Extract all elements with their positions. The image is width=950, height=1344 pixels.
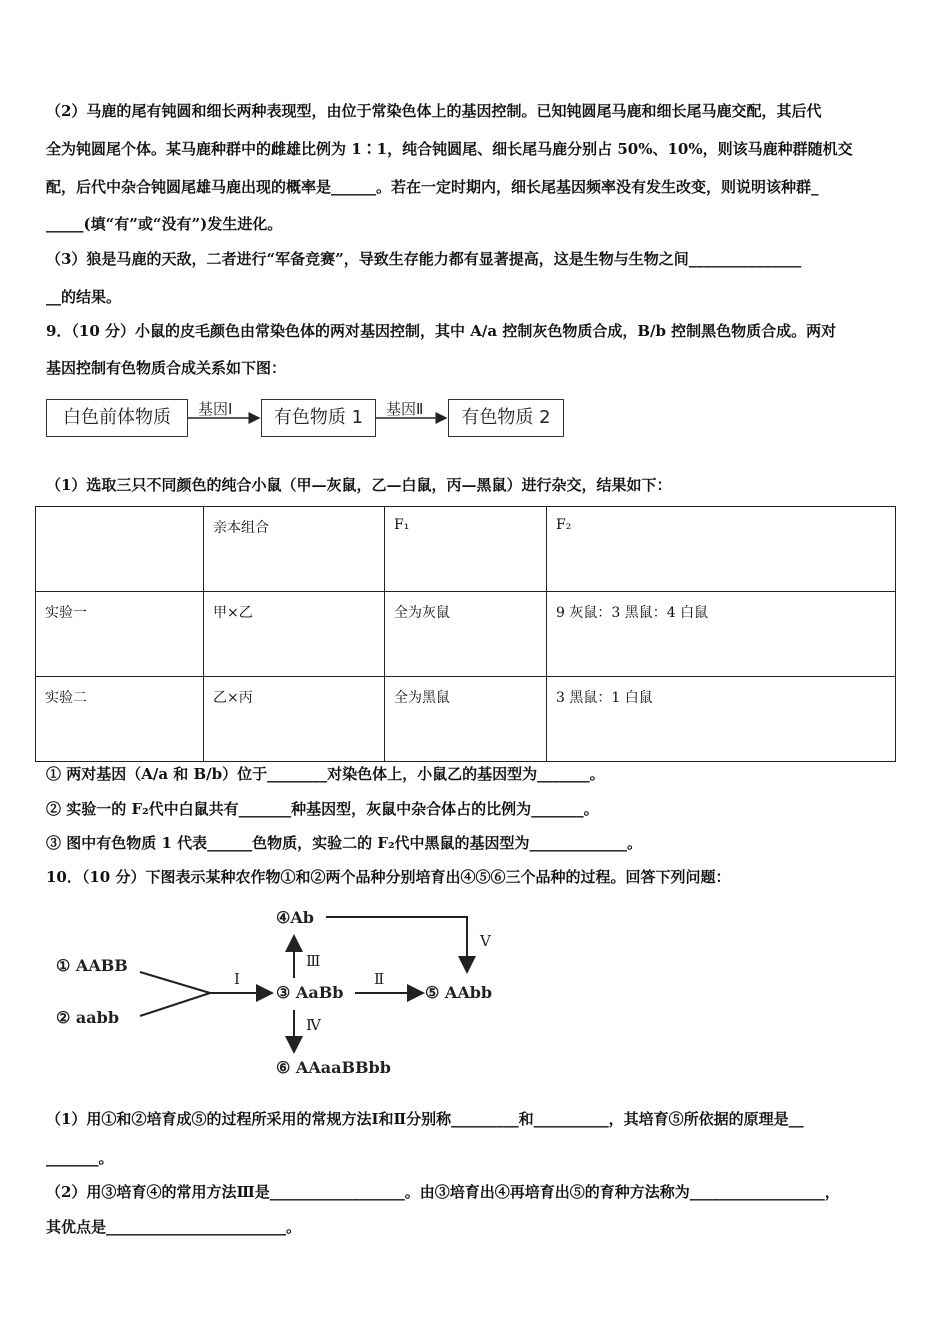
table-cell: 实验二: [36, 677, 204, 762]
q10-s1-line-1: （1）用①和②培育成⑤的过程所采用的常规方法Ⅰ和Ⅱ分别称_________和__________，其培育⑤所依据的原理是__: [46, 1110, 804, 1128]
q9-line-1: 9．（10 分）小鼠的皮毛颜色由常染色体的两对基因控制，其中 A/a 控制灰色物质合成，B/b 控制黑色物质合成。两对: [46, 322, 837, 340]
node-aabb-target: ⑤ AAbb: [425, 983, 493, 1002]
route-label-5: Ⅴ: [480, 932, 491, 950]
q9-c3: ③ 图中有色物质 1 代表______色物质，实验二的 F₂代中黑鼠的基因型为_____________。: [46, 834, 643, 852]
q9-sub1: （1）选取三只不同颜色的纯合小鼠（甲—灰鼠，乙—白鼠，丙—黑鼠）进行杂交，结果如下：: [46, 476, 672, 494]
node-aabb-parent-2: ② aabb: [56, 1008, 120, 1027]
edge-1-to-3: [140, 972, 210, 993]
q2-line-1: （2）马鹿的尾有钝圆和细长两种表现型，由位于常染色体上的基因控制。已知钝圆尾马鹿和细长尾马鹿交配，其后代: [46, 102, 822, 120]
q9-c1: ① 两对基因（A/a 和 B/b）位于________对染色体上，小鼠乙的基因型为_______。: [46, 765, 605, 783]
table-cell: 甲×乙: [204, 592, 385, 677]
flow-arrow-2-label: 基因Ⅱ: [386, 400, 424, 418]
q10-s1-line-2: _______。: [46, 1149, 114, 1167]
route-label-4: Ⅳ: [306, 1016, 321, 1034]
q10-s2-line-1: （2）用③培育④的常用方法Ⅲ是__________________。由③培育出④再培育出⑤的育种方法称为__________________，: [46, 1183, 840, 1201]
table-cell: 全为黑鼠: [385, 677, 547, 762]
q2-line-4: _____(填“有”或“没有”)发生进化。: [46, 215, 283, 233]
q9-c2: ② 实验一的 F₂代中白鼠共有_______种基因型，灰鼠中杂合体占的比例为_______。: [46, 800, 599, 818]
edge-4-to-5: [326, 917, 467, 972]
table-header: F₂: [547, 507, 896, 592]
table-header: 亲本组合: [204, 507, 385, 592]
edge-2-to-3: [140, 993, 210, 1016]
flow-box-color-1: 有色物质 1: [261, 399, 376, 437]
q10-line-1: 10．（10 分）下图表示某种农作物①和②两个品种分别培育出④⑤⑥三个品种的过程。回答下列问题：: [46, 868, 731, 886]
node-ab-gamete: ④Ab: [276, 908, 314, 927]
table-cell: 实验一: [36, 592, 204, 677]
q2-line-3: 配，后代中杂合钝圆尾雄马鹿出现的概率是______。若在一定时期内，细长尾基因频率没有发生改变，则说明该种群_: [46, 178, 819, 196]
q2-line-2: 全为钝圆尾个体。某马鹿种群中的雌雄比例为 1∶1，纯合钝圆尾、细长尾马鹿分别占 50%、10%，则该马鹿种群随机交: [46, 140, 853, 158]
q9-line-2: 基因控制有色物质合成关系如下图：: [46, 359, 287, 377]
route-label-1: Ⅰ: [234, 970, 240, 988]
q3-line-2: __的结果。: [46, 288, 122, 306]
flow-box-white-precursor: 白色前体物质: [46, 399, 188, 437]
table-cell: 全为灰鼠: [385, 592, 547, 677]
route-label-2: Ⅱ: [374, 970, 385, 988]
flow-box-color-2: 有色物质 2: [448, 399, 564, 437]
q10-s2-line-2: 其优点是________________________。: [46, 1218, 302, 1236]
node-aabb-parent-1: ① AABB: [56, 956, 128, 975]
flow-arrow-1-label: 基因Ⅰ: [198, 400, 233, 418]
table-cell: 9 灰鼠：3 黑鼠：4 白鼠: [547, 592, 896, 677]
table-cell: 乙×丙: [204, 677, 385, 762]
table-header: F₁: [385, 507, 547, 592]
route-label-3: Ⅲ: [306, 952, 321, 970]
node-tetraploid: ⑥ AAaaBBbb: [276, 1058, 391, 1077]
table-cell: 3 黑鼠：1 白鼠: [547, 677, 896, 762]
q3-line-1: （3）狼是马鹿的天敌，二者进行“军备竞赛”，导致生存能力都有显著提高，这是生物与生物之间_______________: [46, 250, 802, 268]
node-aabb-hybrid: ③ AaBb: [276, 983, 344, 1002]
